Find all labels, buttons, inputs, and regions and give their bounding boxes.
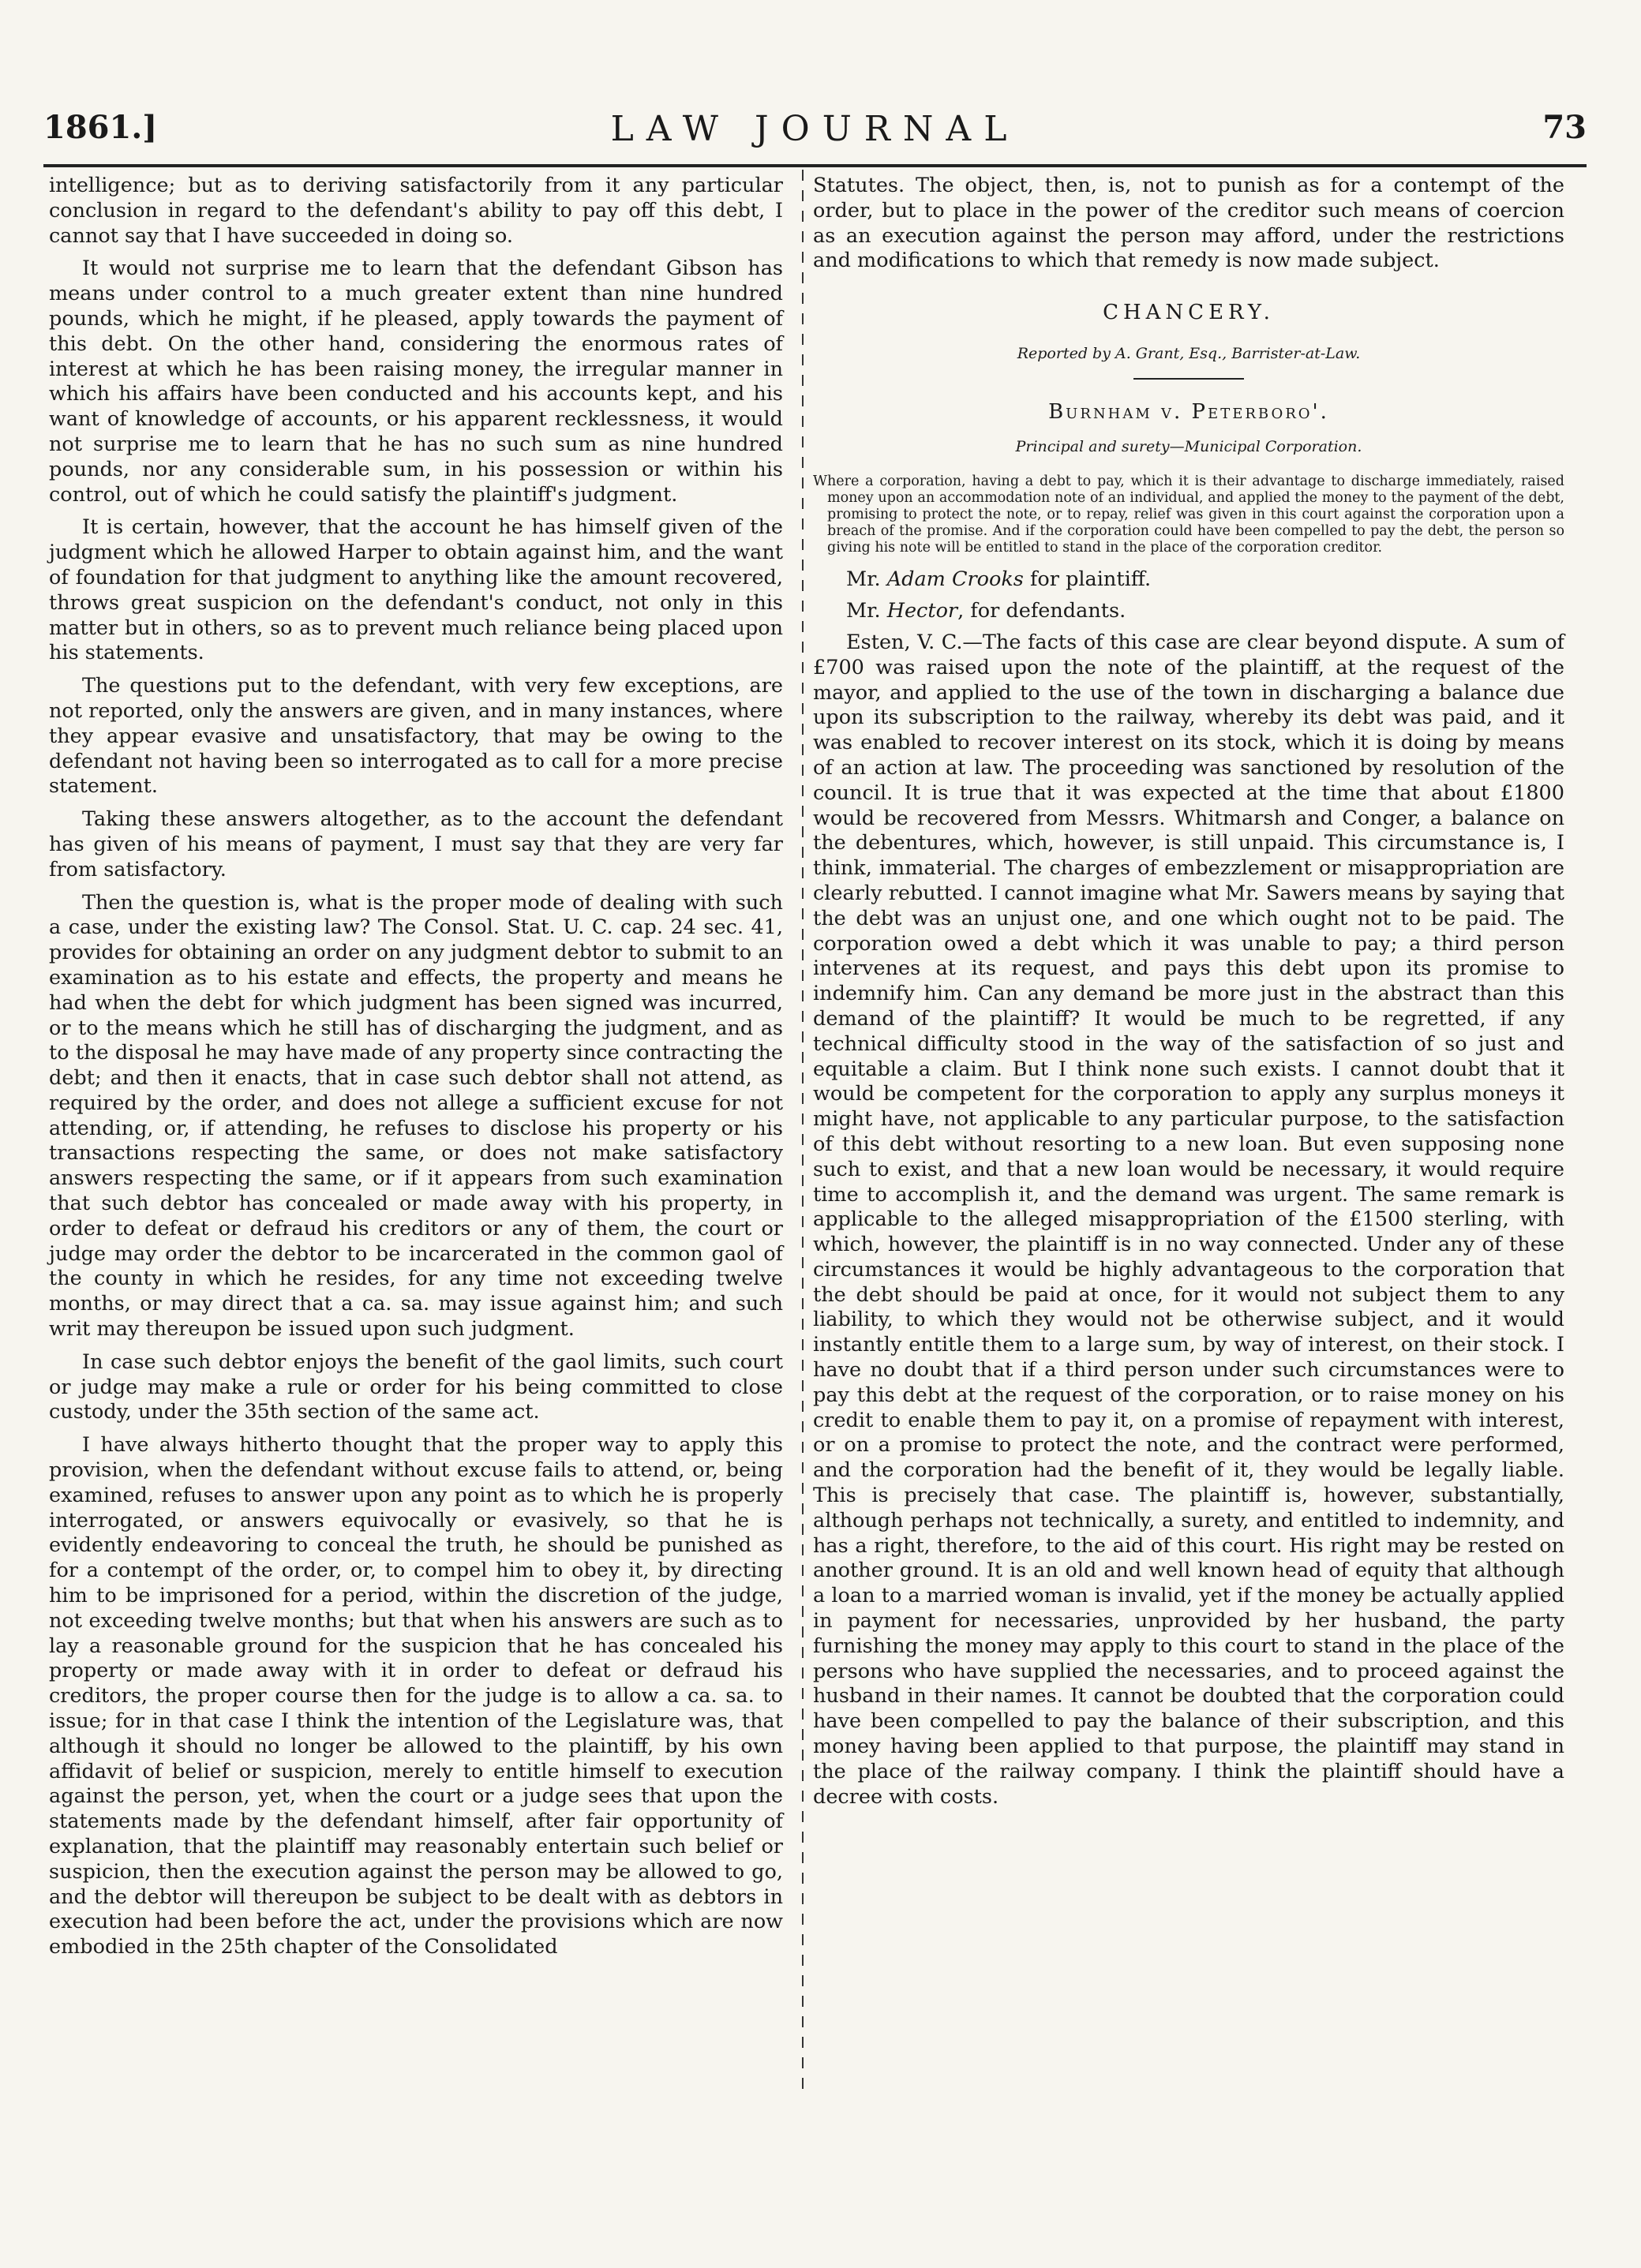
paragraph: I have always hitherto thought that the proper way to apply this provision, when the defendant without excuse fails to attend, or, being examined, refuses to answer upon any point as to which he is properly interrogated, or answers equivocally or evasively, so that he is evidently endeavoring to conceal the truth, he should be punished as for a contempt of the order, or, to compel him to obey it, by directing him to be imprisoned for a period, within the discretion of the judge, not exceeding twelve months; but that when his answers are such as to lay a reasonable ground for the suspicion that he has concealed his property or made away with it in order to defeat or defraud his creditors, the proper course then for the judge is to allow a ca. sa. to issue; for in that case I think the intention of the Legislature was, that although it should no longer be allowed to the plaintiff, by his own affidavit of belief or suspicion, merely to entitle himself to execution against the person, yet, when the court or a judge sees that upon the statements made by the defendant himself, after fair opportunity of explanation, that the plaintiff may reasonably entertain such belief or suspicion, then the execution against the person may be allowed to go, and the debtor will thereupon be subject to be dealt with as debtors in execution had been before the act, under the provisions which are now embodied in the 25th chapter of the Consolidated [49, 1433, 783, 1959]
reporter-line: Reported by A. Grant, Esq., Barrister-at-Law. [1017, 344, 1361, 362]
paragraph: intelligence; but as to deriving satisfactorily from it any particular conclusion in regard to the defendant's ability to pay off this debt, I cannot say that I have succeeded in doing so. [49, 174, 783, 248]
paragraph: It would not surprise me to learn that the defendant Gibson has means under control to a much greater extent than nine hundred pounds, which he might, if he pleased, apply towards the payment of this debt. On the other hand, considering the enormous rates of interest at which he has been raising money, the irregular manner in which his affairs have been conducted and his accounts kept, and his want of knowledge of accounts, or his apparent recklessness, it would not surprise me to learn that he has no such sum as nine hundred pounds, nor any considerable sum, in his possession or within his control, out of which he could satisfy the plaintiff's judgment. [49, 256, 783, 507]
counsel-prefix: Mr. [846, 599, 887, 623]
right-column [813, 174, 1564, 1817]
paragraph: The questions put to the defendant, with very few exceptions, are not reported, only the answers are given, and in many instances, where they appear evasive and unsatisfactory, that may be owing to the defendant not having been so interrogated as to call for a more precise statement. [49, 674, 783, 799]
case-subject: Principal and surety—Municipal Corporation. [1015, 437, 1362, 455]
counsel-name: Adam Crooks [886, 567, 1024, 592]
paragraph: It is certain, however, that the account he has himself given of the judgment which he allowed Harper to obtain against him, and the want of foundation for that judgment to anything like the amount recovered, throws great suspicion on the defendant's conduct, not only in this matter but in others, so as to prevent much reliance being placed upon his statements. [49, 515, 783, 665]
left-column [49, 174, 783, 1968]
header-year: 1861.] [43, 109, 158, 146]
paragraph: Taking these answers altogether, as to the account the defendant has given of his means of payment, I must say that they are very far from satisfactory. [49, 807, 783, 881]
counsel-suffix: for plaintiff. [1023, 567, 1152, 592]
header-rule [43, 164, 1587, 167]
counsel-suffix: , for defendants. [957, 599, 1126, 623]
page-number: 73 [1542, 109, 1587, 146]
counsel-prefix: Mr. [846, 567, 887, 592]
short-rule [1133, 378, 1244, 380]
counsel-line [813, 599, 1564, 624]
column-divider [802, 170, 804, 2095]
journal-title: LAW JOURNAL [610, 109, 1020, 149]
case-title: Burnham v. Peterboro'. [1048, 399, 1329, 424]
running-header [43, 109, 1587, 159]
paragraph: In case such debtor enjoys the benefit of the gaol limits, such court or judge may make a rule or order for his being committed to close custody, under the 35th section of the same act. [49, 1349, 783, 1424]
counsel-name: Hector [886, 599, 958, 623]
continuation-paragraph: Statutes. The object, then, is, not to punish as for a contempt of the order, but to place in the power of the creditor such means of coercion as an execution against the person may afford, under the restrictions and modifications to which that remedy is now made subject. [813, 174, 1564, 273]
section-heading: CHANCERY. [1103, 301, 1275, 325]
counsel-line [813, 567, 1564, 593]
judgment-paragraph: Esten, V. C.—The facts of this case are clear beyond dispute. A sum of £700 was raised upon the note of the plaintiff, at the request of the mayor, and applied to the use of the town in discharging a balance due upon its subscription to the railway, whereby its debt was paid, and it was enabled to recover interest on its stock, which it is doing by means of an action at law. The proceeding was sanctioned by resolution of the council. It is true that it was expected at the time that about £1800 would be recovered from Messrs. Whitmarsh and Conger, a balance on the debentures, which, however, is still unpaid. This circumstance is, I think, immaterial. The charges of embezzlement or misappropriation are clearly rebutted. I cannot imagine what Mr. Sawers means by saying that the debt was an unjust one, and one which ought not to be paid. The corporation owed a debt which it was unable to pay; a third person intervenes at its request, and pays this debt upon its promise to indemnify him. Can any demand be more just in the abstract than this demand of the plaintiff? It would be much to be regretted, if any technical difficulty stood in the way of the satisfaction of so just and equitable a claim. But I think none such exists. I cannot doubt that it would be competent for the corporation to apply any surplus moneys it might have, not applicable to any particular purpose, to the satisfaction of this debt without resorting to a new loan. But even supposing none such to exist, and that a new loan would be necessary, it would require time to accomplish it, and the demand was urgent. The same remark is applicable to the alleged misappropriation of the £1500 sterling, with which, however, the plaintiff is in no way connected. Under any of these circumstances it would be highly advantageous to the corporation that the debt should be paid at once, for it would not subject them to any liability, to which they would not be otherwise subject, and it would instantly entitle them to a large sum, by way of interest, on their stock. I have no doubt that if a third person under such circumstances were to pay this debt at the request of the corporation, or to raise money on his credit to enable them to pay it, on a promise of repayment with interest, or on a promise to protect the note, and the contract were performed, and the corporation had the benefit of it, they would be legally liable. This is precisely that case. The plaintiff is, however, substantially, although perhaps not technically, a surety, and entitled to indemnity, and has a right, therefore, to the aid of this court. His right may be rested on another ground. It is an old and well known head of equity that although a loan to a married woman is invalid, yet if the money be actually applied in payment for necessaries, unprovided by her husband, the party furnishing the money may apply to this court to stand in the place of the persons who have supplied the necessaries, and to proceed against the husband in their names. It cannot be doubted that the corporation could have been compelled to pay the balance of their subscription, and this money having been applied to that purpose, the plaintiff may stand in the place of the railway company. I think the plaintiff should have a decree with costs. [813, 630, 1564, 1809]
paragraph: Then the question is, what is the proper mode of dealing with such a case, under the existing law? The Consol. Stat. U. C. cap. 24 sec. 41, provides for obtaining an order on any judgment debtor to submit to an examination as to his estate and effects, the property and means he had when the debt for which judgment has been signed was incurred, or to the means which he still has of discharging the judgment, and as to the disposal he may have made of any property since contracting the debt; and then it enacts, that in case such debtor shall not attend, as required by the order, and does not allege a sufficient excuse for not attending, or, if attending, he refuses to disclose his property or his transactions respecting the same, or does not make satisfactory answers respecting the same, or if it appears from such examination that such debtor has concealed or made away with his property, in order to defeat or defraud his creditors or any of them, the court or judge may order the debtor to be incarcerated in the common gaol of the county in which he resides, for any time not exceeding twelve months, or may direct that a ca. sa. may issue against him; and such writ may thereupon be issued upon such judgment. [49, 890, 783, 1342]
headnote: Where a corporation, having a debt to pay, which it is their advantage to discharge immediately, raised money upon an accommodation note of an individual, and applied the money to the payment of the debt, promising to protect the note, or to repay, relief was given in this court against the corporation upon a breach of the promise. And if the corporation could have been compelled to pay the debt, the person so giving his note will be entitled to stand in the place of the corporation creditor. [813, 473, 1564, 556]
